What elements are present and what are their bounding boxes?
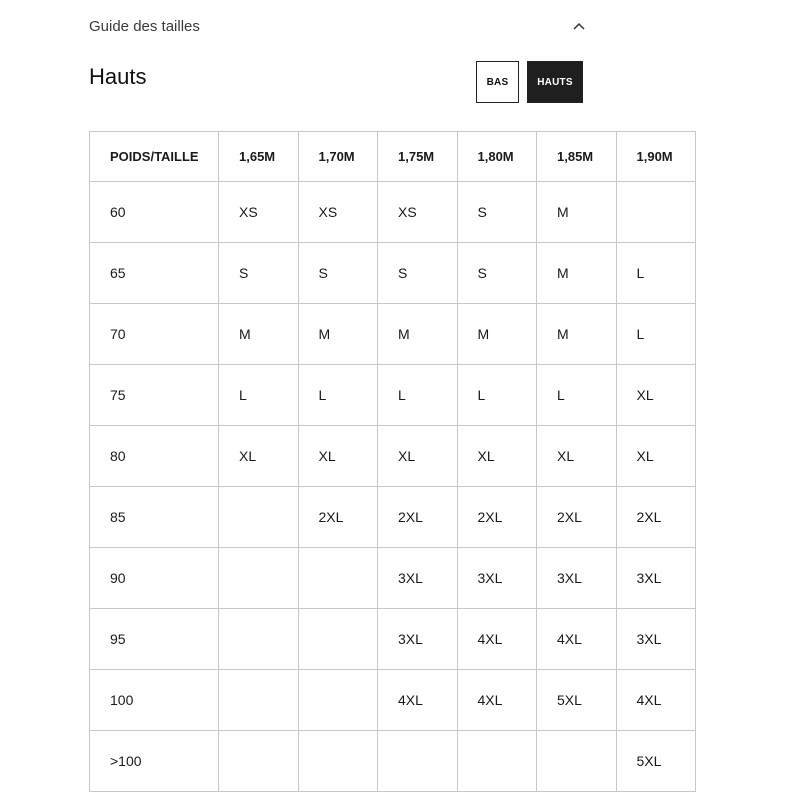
size-cell: XS xyxy=(298,182,378,243)
weight-cell: 80 xyxy=(90,426,219,487)
size-cell xyxy=(537,731,617,792)
size-cell xyxy=(616,182,696,243)
weight-cell: 100 xyxy=(90,670,219,731)
size-cell: 3XL xyxy=(616,609,696,670)
size-cell: XL xyxy=(219,426,299,487)
size-cell xyxy=(298,548,378,609)
table-row xyxy=(90,670,696,731)
weight-cell: 70 xyxy=(90,304,219,365)
table-row xyxy=(90,548,696,609)
size-cell: L xyxy=(616,304,696,365)
size-guide-title: Guide des tailles xyxy=(89,17,200,35)
size-cell: L xyxy=(537,365,617,426)
size-chart-table xyxy=(89,131,696,792)
size-cell: S xyxy=(457,243,537,304)
header-height-col: 1,70M xyxy=(298,132,378,182)
size-cell: 4XL xyxy=(457,609,537,670)
size-cell: L xyxy=(378,365,458,426)
size-cell xyxy=(378,731,458,792)
size-cell: 2XL xyxy=(616,487,696,548)
size-cell: M xyxy=(298,304,378,365)
header-height-col: 1,90M xyxy=(616,132,696,182)
weight-cell: 60 xyxy=(90,182,219,243)
header-weight-height: POIDS/TAILLE xyxy=(90,132,219,182)
size-cell xyxy=(298,731,378,792)
size-cell: L xyxy=(616,243,696,304)
table-row xyxy=(90,731,696,792)
size-cell: 3XL xyxy=(378,609,458,670)
size-cell: L xyxy=(219,365,299,426)
size-guide-accordion-header[interactable] xyxy=(89,14,585,38)
size-cell xyxy=(298,670,378,731)
size-cell: 4XL xyxy=(537,609,617,670)
size-cell: XL xyxy=(378,426,458,487)
size-cell xyxy=(298,609,378,670)
bas-button[interactable]: BAS xyxy=(476,61,519,103)
size-cell xyxy=(219,670,299,731)
table-row xyxy=(90,304,696,365)
size-cell: 2XL xyxy=(537,487,617,548)
size-cell: 2XL xyxy=(457,487,537,548)
size-cell: M xyxy=(537,182,617,243)
size-cell: 3XL xyxy=(378,548,458,609)
header-height-col: 1,85M xyxy=(537,132,617,182)
size-cell: 4XL xyxy=(378,670,458,731)
header-height-col: 1,75M xyxy=(378,132,458,182)
size-cell: M xyxy=(378,304,458,365)
size-cell: 3XL xyxy=(616,548,696,609)
size-cell: M xyxy=(457,304,537,365)
size-cell: 3XL xyxy=(537,548,617,609)
size-cell: XL xyxy=(616,426,696,487)
size-cell: L xyxy=(298,365,378,426)
table-row xyxy=(90,426,696,487)
size-cell: 2XL xyxy=(298,487,378,548)
hauts-button[interactable]: HAUTS xyxy=(527,61,583,103)
size-cell: 2XL xyxy=(378,487,458,548)
size-cell: M xyxy=(219,304,299,365)
size-cell: 5XL xyxy=(537,670,617,731)
header-height-col: 1,65M xyxy=(219,132,299,182)
table-row xyxy=(90,365,696,426)
weight-cell: 95 xyxy=(90,609,219,670)
table-row xyxy=(90,182,696,243)
table-body xyxy=(90,182,696,792)
size-cell: XS xyxy=(219,182,299,243)
size-cell: 4XL xyxy=(457,670,537,731)
size-cell: 4XL xyxy=(616,670,696,731)
size-cell: S xyxy=(219,243,299,304)
category-toggle xyxy=(476,61,583,103)
weight-cell: 90 xyxy=(90,548,219,609)
size-cell xyxy=(219,609,299,670)
weight-cell: 65 xyxy=(90,243,219,304)
table-header-row xyxy=(90,132,696,182)
table-row xyxy=(90,487,696,548)
chevron-up-icon[interactable] xyxy=(573,20,585,32)
size-cell: M xyxy=(537,243,617,304)
weight-cell: 75 xyxy=(90,365,219,426)
size-cell: L xyxy=(457,365,537,426)
table-row xyxy=(90,609,696,670)
size-cell: S xyxy=(298,243,378,304)
size-cell: 3XL xyxy=(457,548,537,609)
section-title: Hauts xyxy=(89,64,147,89)
weight-cell: 85 xyxy=(90,487,219,548)
size-cell: XL xyxy=(616,365,696,426)
size-cell xyxy=(457,731,537,792)
size-cell xyxy=(219,731,299,792)
table-row xyxy=(90,243,696,304)
header-height-col: 1,80M xyxy=(457,132,537,182)
size-cell: XL xyxy=(298,426,378,487)
size-cell: XL xyxy=(457,426,537,487)
weight-cell: >100 xyxy=(90,731,219,792)
size-cell xyxy=(219,487,299,548)
size-cell: S xyxy=(378,243,458,304)
size-cell xyxy=(219,548,299,609)
size-cell: M xyxy=(537,304,617,365)
size-cell: S xyxy=(457,182,537,243)
size-cell: 5XL xyxy=(616,731,696,792)
size-cell: XL xyxy=(537,426,617,487)
size-cell: XS xyxy=(378,182,458,243)
